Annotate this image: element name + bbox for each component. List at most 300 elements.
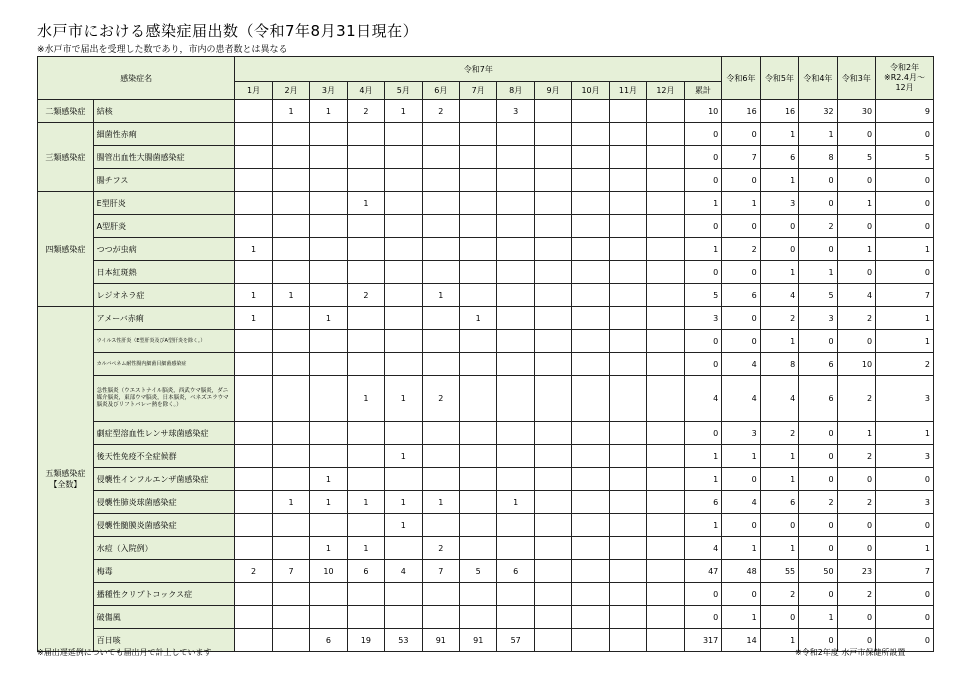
header-r2-line1: 令和2年: [889, 63, 920, 72]
month-count-cell: 1: [422, 284, 459, 307]
month-count-cell: [422, 583, 459, 606]
month-count-cell: [272, 422, 309, 445]
table-row: [38, 445, 934, 468]
header-month: 11月: [609, 82, 646, 100]
month-count-cell: [385, 353, 422, 376]
month-count-cell: [572, 192, 609, 215]
month-count-cell: [534, 100, 571, 123]
year-r4-cell: 0: [799, 629, 837, 652]
month-count-cell: [647, 307, 684, 330]
month-count-cell: 1: [347, 491, 384, 514]
cumulative-cell: 0: [684, 606, 722, 629]
month-count-cell: [460, 445, 497, 468]
month-count-cell: [647, 261, 684, 284]
year-r2-cell: 0: [876, 123, 934, 146]
category-cell: [38, 123, 94, 192]
month-count-cell: [609, 422, 646, 445]
year-r4-cell: 50: [799, 560, 837, 583]
year-r5-cell: 0: [760, 215, 798, 238]
year-r2-cell: 3: [876, 445, 934, 468]
disease-name: 破傷風: [93, 606, 235, 629]
year-r3-cell: 2: [837, 376, 875, 422]
month-count-cell: [272, 583, 309, 606]
month-count-cell: [422, 192, 459, 215]
month-count-cell: [609, 514, 646, 537]
disease-name: 結核: [93, 100, 235, 123]
header-month: 4月: [347, 82, 384, 100]
year-r5-cell: 4: [760, 376, 798, 422]
year-r3-cell: 2: [837, 307, 875, 330]
year-r4-cell: 0: [799, 330, 837, 353]
month-count-cell: [347, 606, 384, 629]
header-disease: 感染症名: [38, 57, 235, 100]
disease-name: 水痘（入院例）: [93, 537, 235, 560]
month-count-cell: [347, 146, 384, 169]
header-r5: 令和5年: [760, 57, 798, 100]
year-r4-cell: 2: [799, 215, 837, 238]
cumulative-cell: 317: [684, 629, 722, 652]
month-count-cell: [235, 376, 272, 422]
month-count-cell: [647, 123, 684, 146]
month-count-cell: 1: [422, 491, 459, 514]
month-count-cell: [422, 215, 459, 238]
disease-name: 侵襲性髄膜炎菌感染症: [93, 514, 235, 537]
month-count-cell: [272, 238, 309, 261]
cumulative-cell: 0: [684, 583, 722, 606]
cumulative-cell: 0: [684, 169, 722, 192]
header-month: 12月: [647, 82, 684, 100]
year-r3-cell: 4: [837, 284, 875, 307]
month-count-cell: [572, 307, 609, 330]
disease-name: 腸管出血性大腸菌感染症: [93, 146, 235, 169]
header-month: 8月: [497, 82, 534, 100]
month-count-cell: [460, 100, 497, 123]
cumulative-cell: 47: [684, 560, 722, 583]
month-count-cell: [422, 169, 459, 192]
month-count-cell: [647, 606, 684, 629]
year-r6-cell: 1: [722, 537, 760, 560]
header-month: 1月: [235, 82, 272, 100]
month-count-cell: [534, 169, 571, 192]
category-cell: [38, 192, 94, 307]
cumulative-cell: 0: [684, 215, 722, 238]
month-count-cell: [347, 422, 384, 445]
month-count-cell: [385, 330, 422, 353]
month-count-cell: [647, 238, 684, 261]
month-count-cell: [422, 261, 459, 284]
month-count-cell: 1: [310, 491, 347, 514]
disease-name: 細菌性赤痢: [93, 123, 235, 146]
header-r3: 令和3年: [837, 57, 875, 100]
month-count-cell: [385, 307, 422, 330]
year-r6-cell: 0: [722, 261, 760, 284]
month-count-cell: [385, 468, 422, 491]
year-r4-cell: 0: [799, 238, 837, 261]
month-count-cell: 1: [235, 238, 272, 261]
cumulative-cell: 0: [684, 123, 722, 146]
table-row: [38, 537, 934, 560]
month-count-cell: [534, 307, 571, 330]
table-row: [38, 215, 934, 238]
month-count-cell: [497, 307, 534, 330]
month-count-cell: [647, 192, 684, 215]
month-count-cell: [534, 238, 571, 261]
month-count-cell: [310, 583, 347, 606]
month-count-cell: [460, 192, 497, 215]
month-count-cell: [347, 353, 384, 376]
month-count-cell: [272, 146, 309, 169]
month-count-cell: [310, 123, 347, 146]
month-count-cell: [497, 284, 534, 307]
month-count-cell: [385, 583, 422, 606]
month-count-cell: [572, 123, 609, 146]
month-count-cell: [235, 169, 272, 192]
month-count-cell: [422, 445, 459, 468]
month-count-cell: [497, 514, 534, 537]
month-count-cell: [385, 537, 422, 560]
month-count-cell: [310, 215, 347, 238]
year-r2-cell: 0: [876, 215, 934, 238]
month-count-cell: [272, 537, 309, 560]
header-r2-line2: ※R2.4月～: [884, 73, 926, 82]
header-month: 7月: [460, 82, 497, 100]
month-count-cell: [572, 422, 609, 445]
month-count-cell: 1: [460, 307, 497, 330]
year-r2-cell: 0: [876, 261, 934, 284]
year-r3-cell: 0: [837, 169, 875, 192]
disease-name: 梅毒: [93, 560, 235, 583]
month-count-cell: [534, 606, 571, 629]
month-count-cell: [534, 284, 571, 307]
year-r3-cell: 0: [837, 215, 875, 238]
month-count-cell: [310, 353, 347, 376]
category-cell: [38, 100, 94, 123]
page-note: ※水戸市で届出を受理した数であり，市内の患者数とは異なる: [37, 45, 288, 55]
month-count-cell: [422, 514, 459, 537]
month-count-cell: 7: [272, 560, 309, 583]
month-count-cell: [609, 468, 646, 491]
month-count-cell: [647, 330, 684, 353]
year-r3-cell: 0: [837, 629, 875, 652]
year-r5-cell: 1: [760, 123, 798, 146]
month-count-cell: 6: [347, 560, 384, 583]
month-count-cell: [385, 422, 422, 445]
year-r5-cell: 6: [760, 491, 798, 514]
month-count-cell: [235, 422, 272, 445]
month-count-cell: [497, 353, 534, 376]
table-row: [38, 284, 934, 307]
year-r6-cell: 6: [722, 284, 760, 307]
header-month: 5月: [385, 82, 422, 100]
month-count-cell: [534, 192, 571, 215]
month-count-cell: [347, 307, 384, 330]
month-count-cell: [460, 169, 497, 192]
month-count-cell: 6: [497, 560, 534, 583]
cumulative-cell: 6: [684, 491, 722, 514]
year-r6-cell: 1: [722, 445, 760, 468]
year-r5-cell: 0: [760, 514, 798, 537]
disease-name: ウイルス性肝炎（E型肝炎及びA型肝炎を除く。）: [93, 330, 235, 353]
month-count-cell: [609, 169, 646, 192]
month-count-cell: [647, 514, 684, 537]
month-count-cell: [347, 169, 384, 192]
year-r5-cell: 0: [760, 238, 798, 261]
year-r4-cell: 0: [799, 445, 837, 468]
disease-name: 百日咳: [93, 629, 235, 652]
month-count-cell: [647, 422, 684, 445]
month-count-cell: [572, 284, 609, 307]
month-count-cell: [385, 606, 422, 629]
month-count-cell: 2: [422, 537, 459, 560]
month-count-cell: [572, 215, 609, 238]
month-count-cell: 2: [347, 100, 384, 123]
month-count-cell: [609, 330, 646, 353]
month-count-cell: 2: [422, 100, 459, 123]
month-count-cell: [272, 445, 309, 468]
month-count-cell: [235, 514, 272, 537]
month-count-cell: [460, 583, 497, 606]
month-count-cell: [272, 192, 309, 215]
month-count-cell: 19: [347, 629, 384, 652]
month-count-cell: [497, 468, 534, 491]
month-count-cell: 1: [272, 100, 309, 123]
year-r5-cell: 4: [760, 284, 798, 307]
month-count-cell: [572, 514, 609, 537]
table-row: [38, 376, 934, 422]
year-r4-cell: 3: [799, 307, 837, 330]
month-count-cell: 91: [422, 629, 459, 652]
header-r6: 令和6年: [722, 57, 760, 100]
month-count-cell: [647, 560, 684, 583]
year-r3-cell: 0: [837, 606, 875, 629]
month-count-cell: [534, 422, 571, 445]
month-count-cell: [347, 215, 384, 238]
month-count-cell: [534, 376, 571, 422]
month-count-cell: 6: [310, 629, 347, 652]
month-count-cell: [422, 307, 459, 330]
month-count-cell: [235, 123, 272, 146]
table-row: [38, 261, 934, 284]
year-r2-cell: 0: [876, 468, 934, 491]
month-count-cell: [272, 468, 309, 491]
table-row: [38, 583, 934, 606]
month-count-cell: [534, 215, 571, 238]
month-count-cell: [385, 215, 422, 238]
month-count-cell: [460, 514, 497, 537]
year-r2-cell: 1: [876, 422, 934, 445]
month-count-cell: [235, 330, 272, 353]
month-count-cell: [385, 238, 422, 261]
disease-name: A型肝炎: [93, 215, 235, 238]
month-count-cell: [460, 123, 497, 146]
month-count-cell: [460, 606, 497, 629]
year-r3-cell: 0: [837, 330, 875, 353]
disease-name: カルバペネム耐性腸内細菌目細菌感染症: [93, 353, 235, 376]
year-r3-cell: 30: [837, 100, 875, 123]
year-r5-cell: 8: [760, 353, 798, 376]
disease-name: 侵襲性インフルエンザ菌感染症: [93, 468, 235, 491]
month-count-cell: [422, 330, 459, 353]
year-r4-cell: 1: [799, 261, 837, 284]
year-r5-cell: 55: [760, 560, 798, 583]
year-r3-cell: 2: [837, 583, 875, 606]
month-count-cell: [647, 169, 684, 192]
disease-name: 腸チフス: [93, 169, 235, 192]
month-count-cell: 2: [422, 376, 459, 422]
cumulative-cell: 0: [684, 330, 722, 353]
month-count-cell: [272, 330, 309, 353]
table-row: [38, 560, 934, 583]
year-r2-cell: 5: [876, 146, 934, 169]
year-r3-cell: 10: [837, 353, 875, 376]
category-label: 五類感染症: [45, 469, 86, 478]
month-count-cell: [347, 238, 384, 261]
month-count-cell: [460, 215, 497, 238]
cumulative-cell: 0: [684, 146, 722, 169]
month-count-cell: [572, 468, 609, 491]
year-r2-cell: 0: [876, 514, 934, 537]
month-count-cell: [460, 146, 497, 169]
month-count-cell: [497, 537, 534, 560]
table-row: [38, 100, 934, 123]
year-r5-cell: 1: [760, 169, 798, 192]
month-count-cell: [310, 261, 347, 284]
month-count-cell: [609, 445, 646, 468]
month-count-cell: [609, 192, 646, 215]
year-r3-cell: 1: [837, 192, 875, 215]
year-r6-cell: 1: [722, 606, 760, 629]
month-count-cell: [310, 192, 347, 215]
month-count-cell: [497, 445, 534, 468]
year-r2-cell: 1: [876, 307, 934, 330]
year-r5-cell: 1: [760, 537, 798, 560]
month-count-cell: [572, 629, 609, 652]
month-count-cell: [422, 146, 459, 169]
year-r6-cell: 0: [722, 468, 760, 491]
year-r4-cell: 0: [799, 192, 837, 215]
month-count-cell: [647, 629, 684, 652]
month-count-cell: [572, 606, 609, 629]
year-r3-cell: 1: [837, 422, 875, 445]
table-row: [38, 514, 934, 537]
year-r4-cell: 1: [799, 606, 837, 629]
month-count-cell: [609, 560, 646, 583]
month-count-cell: [609, 583, 646, 606]
year-r6-cell: 7: [722, 146, 760, 169]
year-r3-cell: 0: [837, 537, 875, 560]
year-r4-cell: 0: [799, 514, 837, 537]
disease-name: レジオネラ症: [93, 284, 235, 307]
cumulative-cell: 4: [684, 537, 722, 560]
month-count-cell: [460, 330, 497, 353]
month-count-cell: 2: [235, 560, 272, 583]
year-r6-cell: 0: [722, 169, 760, 192]
year-r2-cell: 2: [876, 353, 934, 376]
year-r4-cell: 6: [799, 353, 837, 376]
page-title: 水戸市における感染症届出数（令和7年8月31日現在）: [37, 22, 419, 40]
year-r4-cell: 6: [799, 376, 837, 422]
year-r4-cell: 5: [799, 284, 837, 307]
month-count-cell: [347, 123, 384, 146]
header-month: 2月: [272, 82, 309, 100]
month-count-cell: [310, 169, 347, 192]
month-count-cell: [347, 445, 384, 468]
header-month: 9月: [534, 82, 571, 100]
year-r5-cell: 1: [760, 445, 798, 468]
month-count-cell: [235, 100, 272, 123]
month-count-cell: 4: [385, 560, 422, 583]
year-r6-cell: 3: [722, 422, 760, 445]
month-count-cell: 1: [235, 307, 272, 330]
month-count-cell: [497, 192, 534, 215]
table-row: [38, 330, 934, 353]
month-count-cell: [534, 514, 571, 537]
year-r6-cell: 4: [722, 353, 760, 376]
year-r2-cell: 0: [876, 606, 934, 629]
month-count-cell: [460, 284, 497, 307]
month-count-cell: 3: [497, 100, 534, 123]
month-count-cell: [460, 491, 497, 514]
disease-name: 侵襲性肺炎球菌感染症: [93, 491, 235, 514]
month-count-cell: 1: [347, 376, 384, 422]
month-count-cell: 91: [460, 629, 497, 652]
disease-name: 劇症型溶血性レンサ球菌感染症: [93, 422, 235, 445]
month-count-cell: [647, 491, 684, 514]
month-count-cell: [422, 353, 459, 376]
month-count-cell: [310, 330, 347, 353]
month-count-cell: 57: [497, 629, 534, 652]
category-label: 四類感染症: [45, 244, 86, 254]
year-r6-cell: 1: [722, 192, 760, 215]
month-count-cell: [609, 376, 646, 422]
year-r2-cell: 7: [876, 560, 934, 583]
month-count-cell: [460, 422, 497, 445]
table-row: [38, 468, 934, 491]
year-r2-cell: 9: [876, 100, 934, 123]
month-count-cell: 1: [385, 100, 422, 123]
month-count-cell: [647, 468, 684, 491]
month-count-cell: [647, 215, 684, 238]
month-count-cell: 1: [347, 192, 384, 215]
year-r6-cell: 0: [722, 514, 760, 537]
month-count-cell: [235, 583, 272, 606]
month-count-cell: [385, 169, 422, 192]
year-r4-cell: 0: [799, 422, 837, 445]
month-count-cell: [272, 376, 309, 422]
year-r2-cell: 0: [876, 192, 934, 215]
month-count-cell: [422, 606, 459, 629]
month-count-cell: [385, 146, 422, 169]
month-count-cell: 5: [460, 560, 497, 583]
month-count-cell: [572, 146, 609, 169]
month-count-cell: [534, 491, 571, 514]
month-count-cell: [235, 629, 272, 652]
month-count-cell: [609, 491, 646, 514]
month-count-cell: [609, 307, 646, 330]
header-r2: [876, 57, 934, 100]
month-count-cell: [534, 445, 571, 468]
disease-name: つつが虫病: [93, 238, 235, 261]
month-count-cell: [497, 123, 534, 146]
month-count-cell: 7: [422, 560, 459, 583]
month-count-cell: [235, 606, 272, 629]
month-count-cell: [609, 606, 646, 629]
month-count-cell: 1: [310, 468, 347, 491]
header-r4: 令和4年: [799, 57, 837, 100]
cumulative-cell: 1: [684, 445, 722, 468]
year-r3-cell: 0: [837, 468, 875, 491]
month-count-cell: [385, 261, 422, 284]
